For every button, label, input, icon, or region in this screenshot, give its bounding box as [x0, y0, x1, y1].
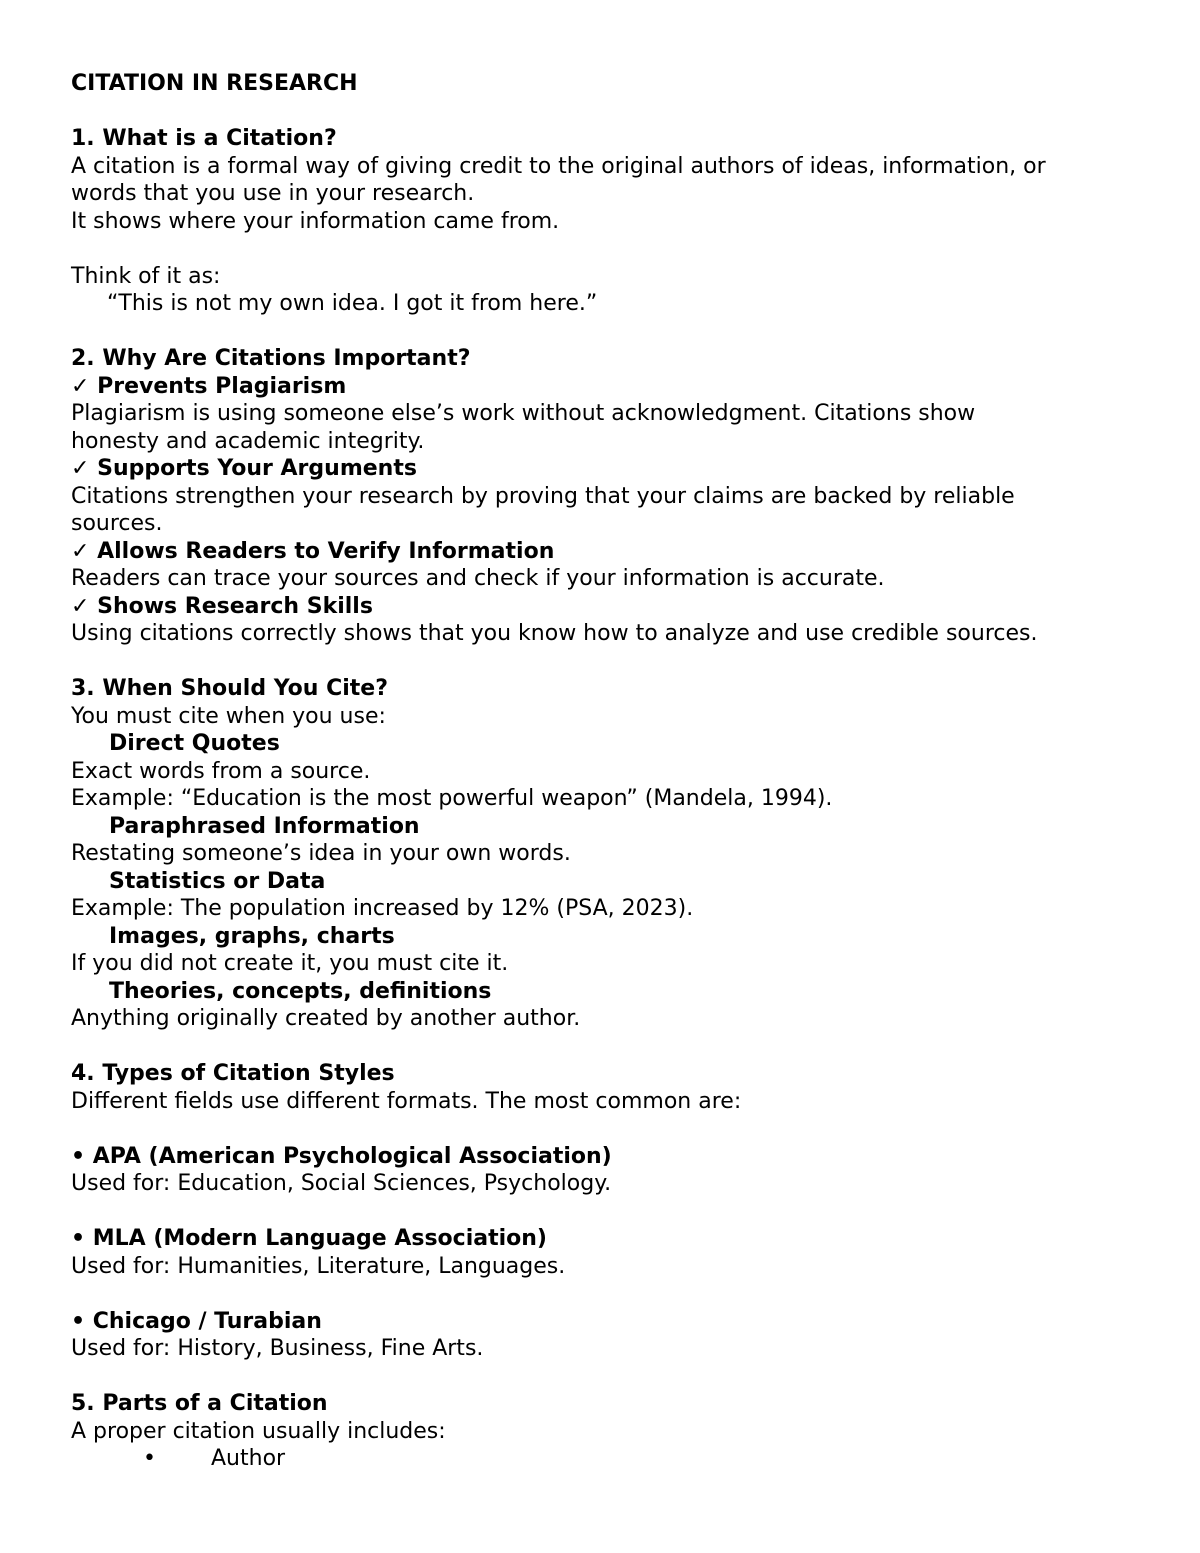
- paragraph-line: A citation is a formal way of giving credit to the original authors of ideas, information, or: [71, 153, 1046, 179]
- spacer: [71, 648, 1131, 676]
- paragraph-line: Used for: Humanities, Literature, Languages.: [71, 1253, 566, 1279]
- paragraph-line: sources.: [71, 511, 163, 536]
- paragraph-line: Example: “Education is the most powerful weapon” (Mandela, 1994).: [71, 786, 833, 811]
- document-title: CITATION IN RESEARCH: [71, 71, 358, 96]
- spacer: [71, 1280, 1131, 1308]
- paragraph-line: Example: The population increased by 12% (PSA, 2023).: [71, 896, 694, 921]
- section-5-heading: 5. Parts of a Citation: [71, 1391, 328, 1416]
- paragraph-line: words that you use in your research.: [71, 181, 475, 206]
- paragraph-line: Used for: History, Business, Fine Arts.: [71, 1336, 484, 1361]
- spacer: [71, 98, 1131, 126]
- paragraph-line: You must cite when you use:: [71, 703, 386, 729]
- paragraph-line: Restating someone’s idea in your own words.: [71, 841, 571, 866]
- subheading: Images, graphs, charts: [109, 923, 395, 949]
- list-item: [71, 1445, 1131, 1473]
- list-item-label: Author: [211, 1446, 286, 1471]
- spacer: [71, 1033, 1131, 1061]
- subheading: Theories, concepts, definitions: [109, 978, 492, 1004]
- style-mla-title: • MLA (Modern Language Association): [71, 1226, 547, 1251]
- subheading: Direct Quotes: [109, 731, 280, 756]
- spacer: [71, 235, 1131, 263]
- section-2-heading: 2. Why Are Citations Important?: [71, 346, 471, 371]
- subheading: ✓ Allows Readers to Verify Information: [71, 538, 555, 564]
- document-page: [71, 70, 1131, 1473]
- paragraph-line: Exact words from a source.: [71, 758, 371, 784]
- spacer: [71, 1363, 1131, 1391]
- paragraph-line: Plagiarism is using someone else’s work without acknowledgment. Citations show: [71, 401, 976, 426]
- paragraph-line: It shows where your information came from.: [71, 208, 560, 234]
- subheading: Statistics or Data: [109, 868, 326, 894]
- paragraph-line: If you did not create it, you must cite it.: [71, 951, 509, 976]
- style-chicago-title: • Chicago / Turabian: [71, 1308, 322, 1334]
- paragraph-line: A proper citation usually includes:: [71, 1418, 446, 1444]
- section-3-heading: 3. When Should You Cite?: [71, 676, 388, 701]
- bullet-icon: •: [143, 1446, 156, 1471]
- section-4-heading: 4. Types of Citation Styles: [71, 1061, 395, 1086]
- spacer: [71, 1115, 1131, 1143]
- spacer: [71, 318, 1131, 346]
- section-1-heading: 1. What is a Citation?: [71, 126, 337, 151]
- paragraph-line: Anything originally created by another author.: [71, 1006, 581, 1031]
- subheading: ✓ Supports Your Arguments: [71, 456, 417, 481]
- spacer: [71, 1198, 1131, 1226]
- paragraph-line: Different fields use different formats. The most common are:: [71, 1088, 742, 1114]
- subheading: ✓ Shows Research Skills: [71, 593, 373, 619]
- paragraph-line: Readers can trace your sources and check if your information is accurate.: [71, 566, 885, 591]
- paragraph-line: Using citations correctly shows that you know how to analyze and use credible sources.: [71, 621, 1038, 646]
- quote-line: “This is not my own idea. I got it from here.”: [107, 291, 598, 316]
- paragraph-line: Used for: Education, Social Sciences, Psychology.: [71, 1171, 612, 1196]
- style-apa-title: • APA (American Psychological Association): [71, 1143, 612, 1169]
- subheading: ✓ Prevents Plagiarism: [71, 373, 347, 399]
- paragraph-line: Citations strengthen your research by proving that your claims are backed by reliable: [71, 483, 1015, 509]
- paragraph-line: Think of it as:: [71, 263, 221, 289]
- paragraph-line: honesty and academic integrity.: [71, 428, 425, 454]
- subheading: Paraphrased Information: [109, 813, 420, 839]
